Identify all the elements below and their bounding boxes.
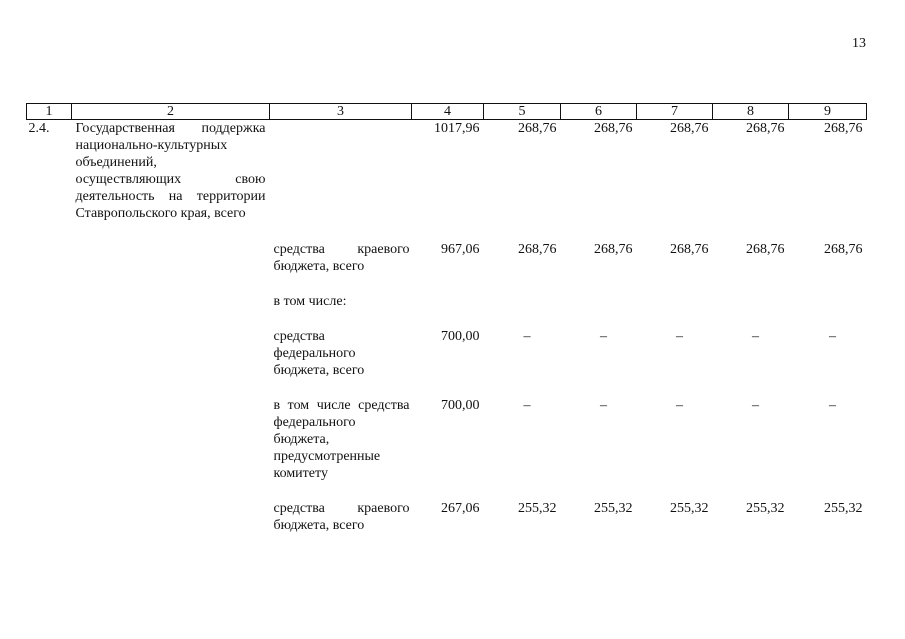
column-header: 9 [789, 104, 867, 120]
table-row [27, 293, 867, 310]
value-year-cell [713, 293, 789, 310]
value-year-cell: – [829, 329, 836, 344]
funding-source: средства федерального бюджета, всего [273, 329, 365, 378]
table-row [27, 328, 867, 379]
item-description [72, 241, 270, 275]
value-year-cell [561, 293, 637, 310]
column-header: 6 [561, 104, 637, 120]
value-year-cell: 255,32 [824, 501, 863, 516]
column-header: 5 [484, 104, 561, 120]
value-total: 1017,96 [434, 121, 480, 136]
funding-source: средства краевого бюджета, всего [273, 501, 410, 533]
column-header: 4 [412, 104, 484, 120]
table-row [27, 120, 867, 223]
funding-source: средства краевого бюджета, всего [273, 242, 410, 274]
value-year-cell: 268,76 [746, 121, 785, 136]
item-description [72, 293, 270, 310]
value-year-cell: – [676, 398, 683, 413]
budget-table [26, 103, 867, 534]
value-total: 700,00 [441, 329, 480, 344]
value-year-cell: 268,76 [670, 242, 709, 257]
item-code [27, 500, 72, 534]
value-total [412, 293, 484, 310]
value-year-cell: 255,32 [518, 501, 557, 516]
value-year-cell: 268,76 [518, 242, 557, 257]
item-description: Государственная поддержка национально-культурных объединений, осуществляющих свою деятельность на территории Ставропольского края, всего [75, 121, 266, 221]
item-code [27, 293, 72, 310]
value-year-cell: 268,76 [824, 242, 863, 257]
item-description [72, 397, 270, 482]
item-code [27, 397, 72, 482]
column-header: 3 [270, 104, 412, 120]
value-year-cell: 268,76 [746, 242, 785, 257]
column-header: 7 [637, 104, 713, 120]
column-header: 2 [72, 104, 270, 120]
value-year-cell: 255,32 [594, 501, 633, 516]
value-year-cell: 255,32 [746, 501, 785, 516]
value-total: 267,06 [441, 501, 480, 516]
value-year-cell: 255,32 [670, 501, 709, 516]
column-number-header-row [27, 104, 867, 120]
value-year-cell [484, 293, 561, 310]
page-number: 13 [852, 36, 866, 51]
value-year-cell: – [676, 329, 683, 344]
value-year-cell: 268,76 [518, 121, 557, 136]
value-year-cell: – [600, 398, 607, 413]
value-total: 700,00 [441, 398, 480, 413]
value-year-cell: – [752, 398, 759, 413]
value-year-cell: – [523, 398, 531, 413]
value-year-cell [789, 293, 867, 310]
column-header: 1 [27, 104, 72, 120]
value-year-cell: 268,76 [824, 121, 863, 136]
funding-source: в том числе средства федерального бюджета, предусмотренные комитету [273, 398, 410, 481]
value-year-cell: 268,76 [594, 242, 633, 257]
value-year-cell: – [523, 329, 531, 344]
item-code [27, 328, 72, 379]
funding-source: в том числе: [273, 294, 347, 309]
value-total: 967,06 [441, 242, 480, 257]
table-row [27, 500, 867, 534]
table-row [27, 397, 867, 482]
item-code: 2.4. [28, 121, 50, 136]
funding-source [270, 120, 412, 223]
value-year-cell: – [752, 329, 759, 344]
value-year-cell: – [600, 329, 607, 344]
table-row [27, 241, 867, 275]
item-description [72, 500, 270, 534]
value-year-cell: 268,76 [670, 121, 709, 136]
column-header: 8 [713, 104, 789, 120]
value-year-cell [637, 293, 713, 310]
item-description [72, 328, 270, 379]
value-year-cell: 268,76 [594, 121, 633, 136]
value-year-cell: – [829, 398, 836, 413]
item-code [27, 241, 72, 275]
